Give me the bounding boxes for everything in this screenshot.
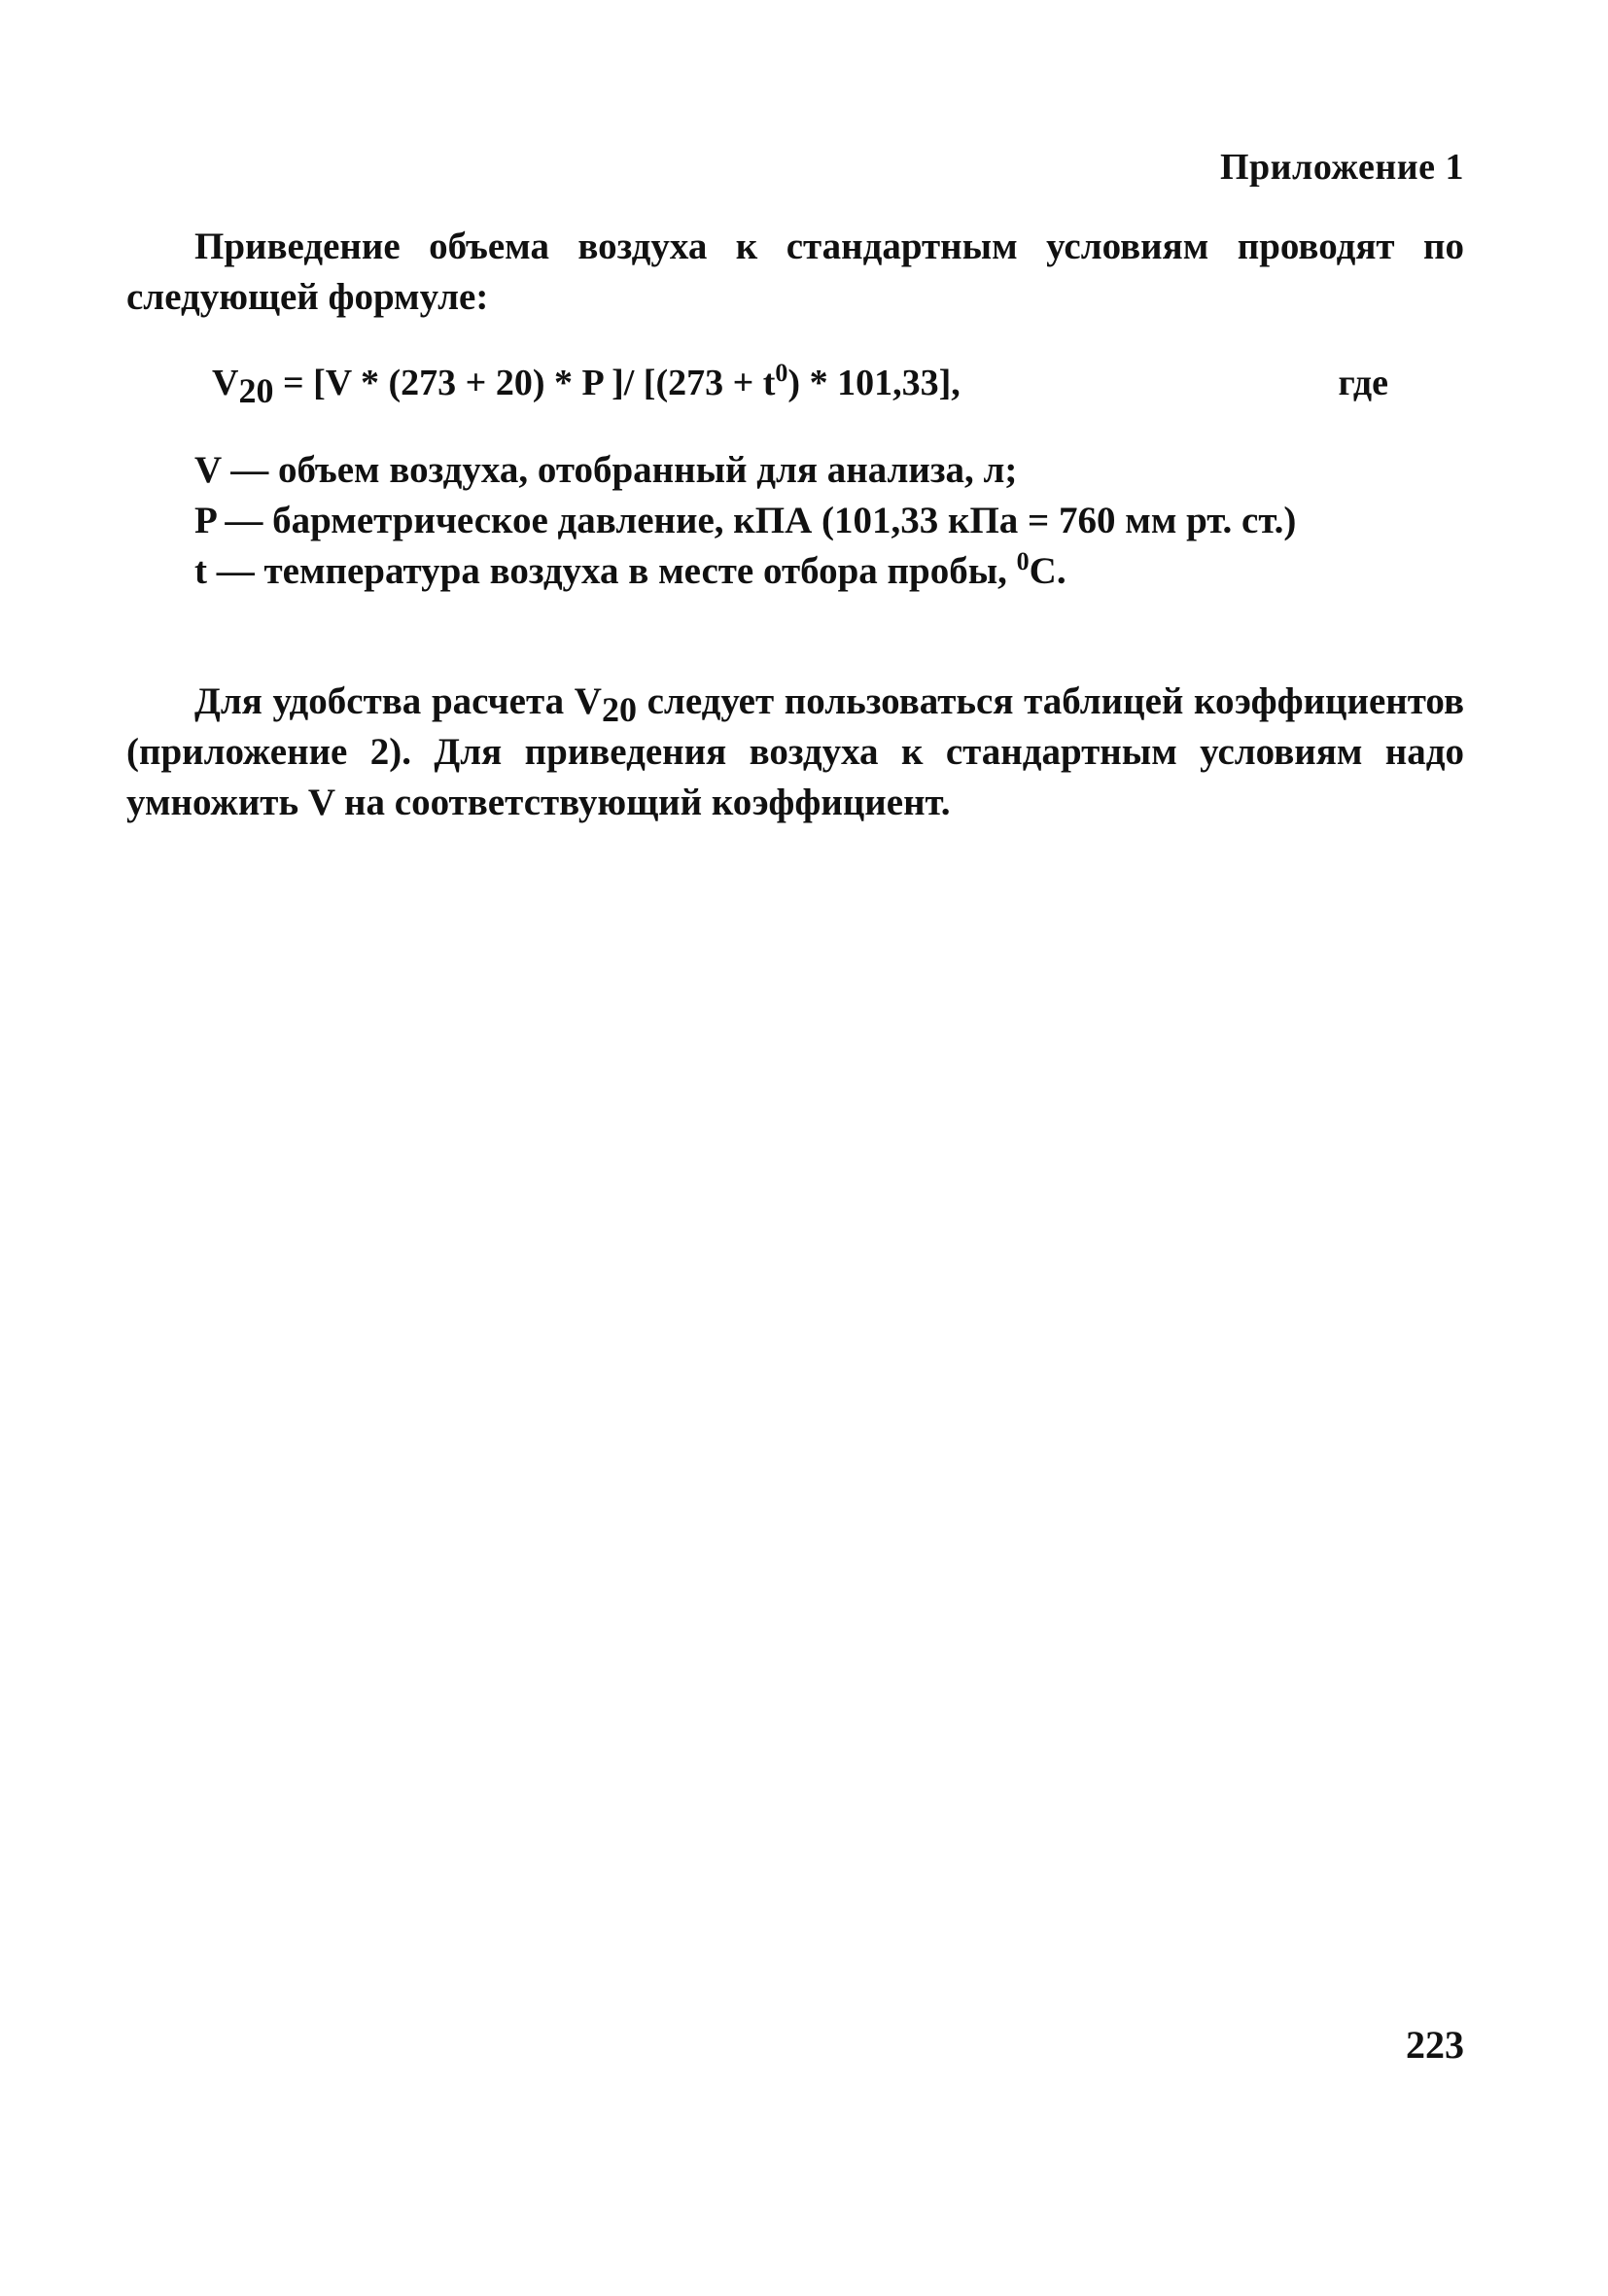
formula-expression-a: = [V * (273 + 20) * P ]/ [(273 + t [273,363,776,403]
formula-where: где [1338,363,1388,403]
formula [212,359,1388,410]
usage-subscript: 20 [601,690,637,729]
definition-t-degree: 0 [1016,547,1030,575]
formula-expression [212,359,961,410]
definition-t-unit: C. [1029,550,1066,592]
appendix-heading: Приложение 1 [1219,147,1464,188]
definitions-list [126,445,1464,597]
intro-paragraph: Приведение объема воздуха к стандартным условиям проводят по следующей формуле: [126,226,1464,318]
definition-t [126,546,1464,597]
definition-v: V — объем воздуха, отобранный для анализа, л; [194,449,1018,491]
usage-text-a: Для удобства расчета V [194,680,602,722]
formula-lhs-subscript: 20 [238,371,274,410]
definition-p: P — барметрическое давление, кПА (101,33 кПа = 760 мм рт. ст.) [194,500,1297,541]
formula-lhs: V [212,363,239,403]
formula-expression-b: ) * 101,33], [787,363,961,403]
formula-degree-superscript: 0 [775,359,788,387]
page-number: 223 [1406,2023,1464,2067]
definition-t-text: t — температура воздуха в месте отбора пробы, [194,550,1017,592]
usage-text-b: следует пользоваться таблицей коэффициентов (приложение 2). Для приведения воздуха к стандартным условиям надо умножить V на соответствующий коэффициент. [126,680,1465,823]
usage-paragraph [126,677,1464,828]
